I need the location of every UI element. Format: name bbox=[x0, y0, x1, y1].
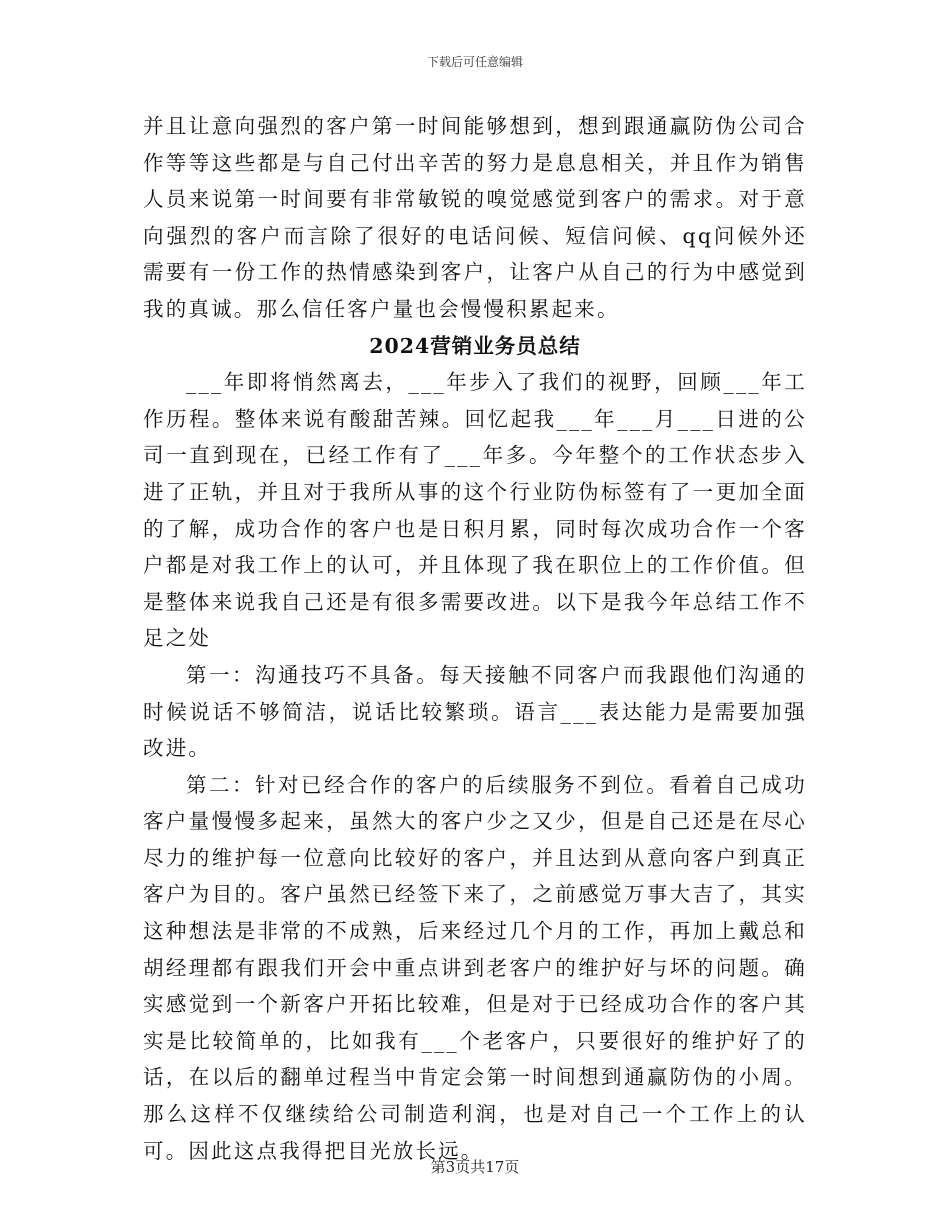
document-body bbox=[143, 108, 807, 1169]
body-paragraph-2: ___年即将悄然离去，___年步入了我们的视野，回顾___年工作历程。整体来说有酸甜苦辣。回忆起我___年___月___日进的公司一直到现在，已经工作有了___年多。今年整个的工作状态步入进了正轨，并且对于我所从事的这个行业防伪标签有了一更加全面的了解，成功合作的客户也是日积月累，同时每次成功合作一个客户都是对我工作上的认可，并且体现了我在职位上的工作价值。但是整体来说我自己还是有很多需要改进。以下是我今年总结工作不足之处 bbox=[143, 370, 807, 651]
page-footer: 第3页共17页 bbox=[430, 1158, 520, 1176]
page-header: 下载后可任意编辑 bbox=[426, 55, 523, 69]
body-paragraph-4: 第二：针对已经合作的客户的后续服务不到位。看着自己成功客户量慢慢多起来，虽然大的客户少之又少，但是自己还是在尽心尽力的维护每一位意向比较好的客户，并且达到从意向客户到真正客户为目的。客户虽然已经签下来了，之前感觉万事大吉了，其实这种想法是非常的不成熟，后来经过几个月的工作，再加上戴总和胡经理都有跟我们开会中重点讲到老客户的维护好与坏的问题。确实感觉到一个新客户开拓比较难，但是对于已经成功合作的客户其实是比较简单的，比如我有___个老客户，只要很好的维护好了的话，在以后的翻单过程当中肯定会第一时间想到通赢防伪的小周。那么这样不仅继续给公司制造利润，也是对自己一个工作上的认可。因此这点我得把目光放长远。 bbox=[143, 772, 807, 1163]
body-paragraph-1: 并且让意向强烈的客户第一时间能够想到，想到跟通赢防伪公司合作等等这些都是与自己付出辛苦的努力是息息相关，并且作为销售人员来说第一时间要有非常敏锐的嗅觉感觉到客户的需求。对于意向强烈的客户而言除了很好的电话问候、短信问候、qq问候外还需要有一份工作的热情感染到客户，让客户从自己的行为中感觉到我的真诚。那么信任客户量也会慢慢积累起来。 bbox=[143, 114, 807, 321]
section-title: 2024营销业务员总结 bbox=[369, 333, 581, 358]
body-paragraph-3: 第一：沟通技巧不具备。每天接触不同客户而我跟他们沟通的时候说话不够简洁，说话比较繁琐。语言___表达能力是需要加强改进。 bbox=[143, 662, 807, 761]
